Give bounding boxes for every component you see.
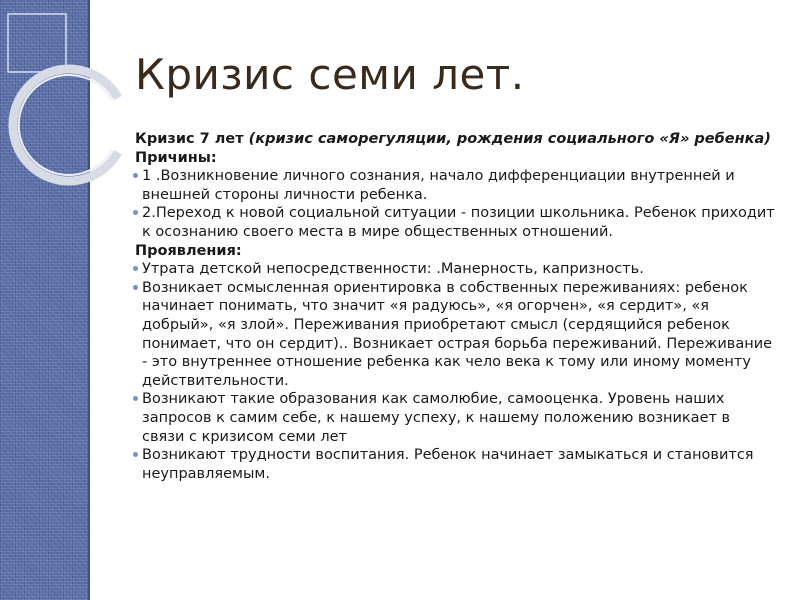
causes-heading: Причины: xyxy=(135,149,217,166)
intro-lead: Кризис 7 лет xyxy=(135,131,249,147)
intro-emphasis: (кризис саморегуляции, рождения социального «Я» ребенка) xyxy=(248,131,771,147)
slide-content xyxy=(135,130,775,483)
page-title: Кризис семи лет. xyxy=(135,50,525,99)
list-item: Возникают такие образования как самолюбие, самооценка. Уровень наших запросов к самим себе, к нашему успеху, к нашему положению возникает в связи с кризисом семи лет xyxy=(135,390,775,446)
intro-paragraph xyxy=(135,130,775,149)
decorative-side-band xyxy=(0,0,90,600)
list-item: 2.Переход к новой социальной ситуации - позиции школьника. Ребенок приходит к осознанию своего места в мире общественных отношений. xyxy=(135,204,775,241)
causes-list xyxy=(135,167,775,241)
manifestations-heading: Проявления: xyxy=(135,242,242,259)
manifestations-list xyxy=(135,260,775,483)
list-item: 1 .Возникновение личного сознания, начало дифференциации внутренней и внешней стороны личности ребенка. xyxy=(135,167,775,204)
list-item: Возникают трудности воспитания. Ребенок начинает замыкаться и становится неуправляемым. xyxy=(135,446,775,483)
list-item: Утрата детской непосредственности: .Манерность, капризность. xyxy=(135,260,775,279)
list-item: Возникает осмысленная ориентировка в собственных переживаниях: ребенок начинает понимать, что значит «я радуюсь», «я огорчен», «я сердит», «я добрый», «я злой». Переживания приобретают смысл (сердящийся ребенок понимает, что он сердит).. Возникает острая борьба переживаний. Переживание - это внутреннее отношение ребенка как чело века к тому или иному моменту действительности. xyxy=(135,279,775,391)
